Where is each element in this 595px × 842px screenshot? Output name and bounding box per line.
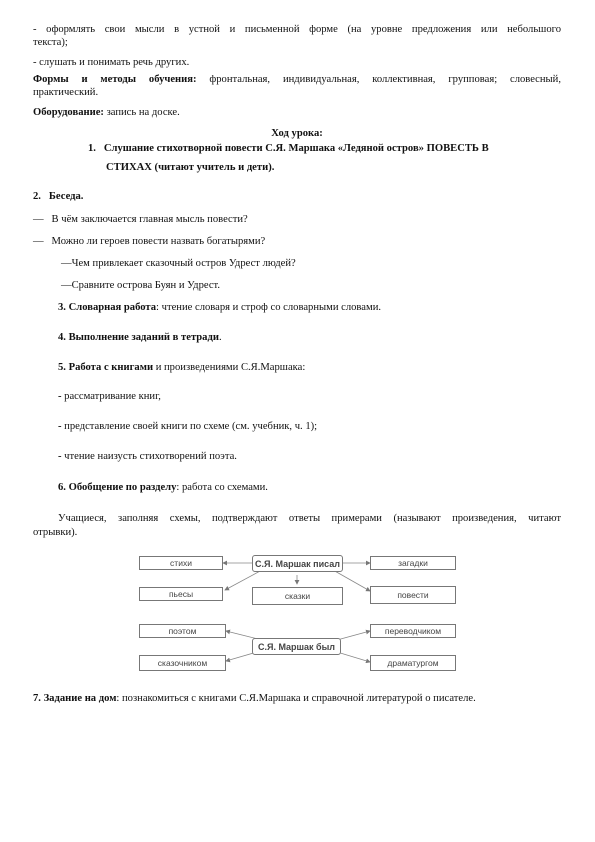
arrow-to-perevodchikom [337, 631, 370, 640]
diagram2-center: С.Я. Маршак был [252, 638, 341, 655]
diagram2-box-poetom: поэтом [139, 624, 226, 638]
paragraph-line-2: отрывки). [33, 527, 78, 538]
item-1-cont: СТИХАХ (читают учитель и дети). [106, 162, 275, 173]
diagram2-box-skazochnikom: сказочником [139, 655, 226, 671]
objective-line-2: текста); [33, 37, 68, 48]
item-2 [33, 190, 83, 203]
item-5-sub-2: - представление своей книги по схеме (см. учебник, ч. 1); [58, 421, 318, 432]
objective-line-3: - слушать и понимать речь других. [33, 57, 190, 68]
forms-methods [33, 73, 561, 86]
question-4: —Сравните острова Буян и Удрест. [61, 280, 221, 291]
equipment-label: Оборудование: [33, 107, 104, 118]
diagram1-box-skazki: сказки [252, 587, 343, 605]
item-2-number: 2. [33, 191, 41, 202]
arrow-to-dramaturgom [337, 652, 370, 662]
objective-line-1: - оформлять свои мысли в устной и письменной форме (на уровне предложения или небольшого [33, 24, 561, 35]
lesson-heading: Ход урока: [271, 128, 323, 139]
diagram1-box-zagadki: загадки [370, 556, 456, 570]
diagram1-center: С.Я. Маршак писал [252, 555, 343, 572]
question-1: — В чём заключается главная мысль повести? [33, 214, 248, 225]
item-2-title: Беседа. [48, 191, 84, 202]
item-1-number: 1. [88, 143, 96, 154]
question-3: —Чем привлекает сказочный остров Удрест людей? [61, 258, 296, 269]
item-5: 5. Работа с книгами и произведениями С.Я.Маршака: [58, 362, 306, 373]
diagram1-box-pesy: пьесы [139, 587, 223, 601]
diagram2-box-perevodchikom: переводчиком [370, 624, 456, 638]
forms-methods-label: Формы и методы обучения: [33, 74, 197, 85]
item-1-text: Слушание стихотворной повести С.Я. Маршака «Ледяной остров» ПОВЕСТЬ В [103, 143, 489, 154]
item-1 [88, 142, 489, 155]
forms-methods-text: фронтальная, индивидуальная, коллективная, групповая; словесный, [196, 74, 561, 85]
diagram1-box-povesti: повести [370, 586, 456, 604]
item-5-sub-1: - рассматривание книг, [58, 391, 161, 402]
item-7: 7. Задание на дом: познакомиться с книгами С.Я.Маршака и справочной литературой о писателе. [33, 693, 476, 704]
item-3: 3. Словарная работа: чтение словаря и строф со словарными словами. [58, 302, 382, 313]
equipment-text: запись на доске. [103, 107, 180, 118]
question-2: — Можно ли героев повести назвать богатырями? [33, 236, 266, 247]
item-6: 6. Обобщение по разделу: работа со схемами. [58, 482, 268, 493]
paragraph-line-1: Учащиеся, заполняя схемы, подтверждают ответы примерами (называют произведения, читают [58, 513, 561, 524]
equipment [33, 106, 180, 119]
diagram1-box-stikhi: стихи [139, 556, 223, 570]
item-5-sub-3: - чтение наизусть стихотворений поэта. [58, 451, 237, 462]
diagram2-box-dramaturgom: драматургом [370, 655, 456, 671]
forms-methods-cont: практический. [33, 87, 99, 98]
item-4: 4. Выполнение заданий в тетради. [58, 332, 222, 343]
